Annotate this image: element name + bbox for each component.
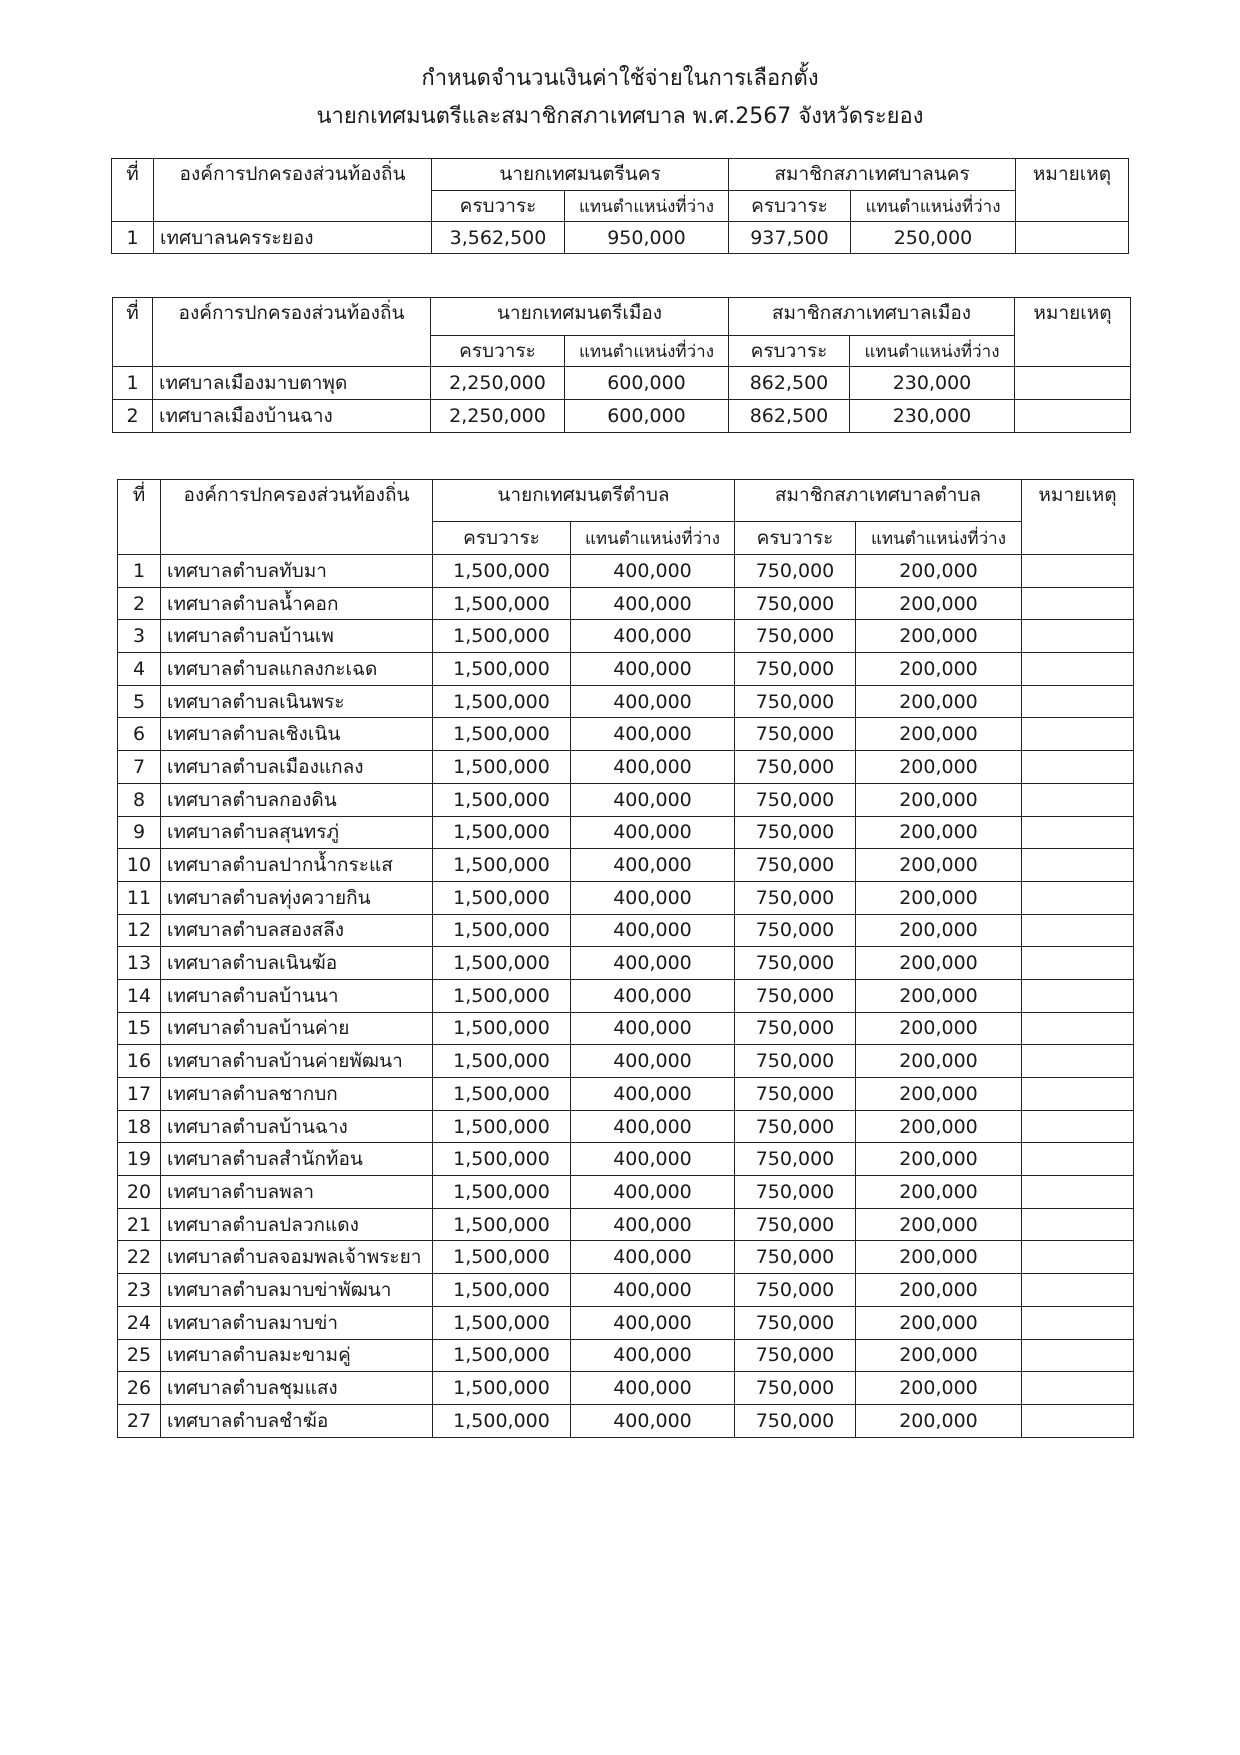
table-row [118,1241,1134,1274]
cell-council-vacancy: 200,000 [856,1208,1022,1241]
council-full-term-header: ครบวาระ [729,336,850,367]
cell-no: 4 [118,653,161,686]
cell-mayor-full-term: 1,500,000 [433,653,571,686]
cell-remark [1022,1274,1134,1307]
cell-council-full-term: 750,000 [735,1274,856,1307]
cell-mayor-vacancy: 400,000 [571,816,735,849]
subdistrict-municipality-table [117,479,1134,1438]
cell-mayor-vacancy: 400,000 [571,587,735,620]
table-row [118,555,1134,588]
cell-mayor-vacancy: 400,000 [571,1208,735,1241]
cell-mayor-full-term: 1,500,000 [433,555,571,588]
mayor-header: นายกเทศมนตรีตำบล [433,480,735,522]
cell-council-vacancy: 200,000 [856,816,1022,849]
cell-mayor-vacancy: 400,000 [571,620,735,653]
cell-org-name: เทศบาลตำบลจอมพลเจ้าพระยา [161,1241,433,1274]
cell-mayor-full-term: 1,500,000 [433,1110,571,1143]
cell-council-vacancy: 230,000 [850,400,1015,433]
cell-council-full-term: 750,000 [735,1078,856,1111]
cell-no: 7 [118,751,161,784]
table-row [118,587,1134,620]
cell-org-name: เทศบาลตำบลปลวกแดง [161,1208,433,1241]
cell-org-name: เทศบาลตำบลมะขามคู่ [161,1339,433,1372]
cell-org-name: เทศบาลตำบลชากบก [161,1078,433,1111]
cell-mayor-vacancy: 400,000 [571,947,735,980]
col-org-header: องค์การปกครองส่วนท้องถิ่น [161,480,433,555]
cell-remark [1016,222,1129,254]
cell-council-vacancy: 200,000 [856,783,1022,816]
cell-no: 12 [118,914,161,947]
cell-remark [1022,685,1134,718]
cell-org-name: เทศบาลตำบลกองดิน [161,783,433,816]
cell-org-name: เทศบาลตำบลสำนักท้อน [161,1143,433,1176]
table-row [118,1176,1134,1209]
cell-no: 17 [118,1078,161,1111]
cell-org-name: เทศบาลตำบลเนินพระ [161,685,433,718]
cell-council-vacancy: 200,000 [856,849,1022,882]
cell-mayor-vacancy: 400,000 [571,914,735,947]
remark-header: หมายเหตุ [1022,480,1134,555]
cell-remark [1022,751,1134,784]
cell-council-full-term: 750,000 [735,1404,856,1437]
cell-council-vacancy: 200,000 [856,587,1022,620]
cell-council-full-term: 750,000 [735,979,856,1012]
cell-no: 1 [113,367,153,400]
cell-council-full-term: 750,000 [735,653,856,686]
table-row [118,783,1134,816]
cell-remark [1015,400,1131,433]
cell-no: 27 [118,1404,161,1437]
cell-mayor-vacancy: 400,000 [571,849,735,882]
table-row [113,367,1131,400]
cell-council-vacancy: 200,000 [856,881,1022,914]
cell-mayor-full-term: 1,500,000 [433,1404,571,1437]
cell-remark [1022,1110,1134,1143]
mayor-header: นายกเทศมนตรีนคร [432,159,729,191]
cell-council-full-term: 750,000 [735,816,856,849]
cell-org-name: เทศบาลตำบลสุนทรภู่ [161,816,433,849]
cell-mayor-full-term: 1,500,000 [433,816,571,849]
cell-no: 18 [118,1110,161,1143]
cell-mayor-vacancy: 400,000 [571,718,735,751]
cell-council-vacancy: 200,000 [856,947,1022,980]
cell-no: 23 [118,1274,161,1307]
cell-council-full-term: 750,000 [735,947,856,980]
cell-council-full-term: 750,000 [735,1045,856,1078]
cell-no: 9 [118,816,161,849]
col-org-header: องค์การปกครองส่วนท้องถิ่น [154,159,432,222]
cell-org-name: เทศบาลตำบลบ้านค่ายพัฒนา [161,1045,433,1078]
cell-org-name: เทศบาลตำบลเมืองแกลง [161,751,433,784]
cell-mayor-vacancy: 400,000 [571,653,735,686]
table-row [118,1110,1134,1143]
table-row [118,816,1134,849]
mayor-vacancy-header: แทนตำแหน่งที่ว่าง [565,336,729,367]
table-row [118,653,1134,686]
cell-remark [1022,1143,1134,1176]
cell-council-full-term: 750,000 [735,914,856,947]
cell-no: 24 [118,1306,161,1339]
cell-council-vacancy: 200,000 [856,1012,1022,1045]
cell-remark [1022,1208,1134,1241]
cell-mayor-vacancy: 400,000 [571,1078,735,1111]
cell-mayor-full-term: 1,500,000 [433,1045,571,1078]
cell-council-full-term: 750,000 [735,587,856,620]
table-header [112,159,1129,222]
cell-no: 14 [118,979,161,1012]
cell-mayor-full-term: 1,500,000 [433,947,571,980]
cell-mayor-vacancy: 400,000 [571,783,735,816]
table-row [118,685,1134,718]
cell-council-full-term: 862,500 [729,367,850,400]
cell-council-full-term: 750,000 [735,1241,856,1274]
cell-remark [1022,979,1134,1012]
cell-council-vacancy: 200,000 [856,979,1022,1012]
cell-mayor-vacancy: 400,000 [571,1012,735,1045]
table-row [118,881,1134,914]
cell-no: 25 [118,1339,161,1372]
cell-council-vacancy: 200,000 [856,1078,1022,1111]
remark-header: หมายเหตุ [1015,298,1131,367]
cell-council-vacancy: 200,000 [856,620,1022,653]
cell-org-name: เทศบาลตำบลมาบข่าพัฒนา [161,1274,433,1307]
cell-council-vacancy: 200,000 [856,1339,1022,1372]
cell-council-full-term: 750,000 [735,620,856,653]
cell-mayor-full-term: 1,500,000 [433,1339,571,1372]
cell-mayor-full-term: 1,500,000 [433,1241,571,1274]
cell-council-full-term: 750,000 [735,881,856,914]
cell-org-name: เทศบาลตำบลสองสลึง [161,914,433,947]
cell-no: 10 [118,849,161,882]
table-row [118,914,1134,947]
table-row [118,1143,1134,1176]
cell-mayor-vacancy: 400,000 [571,881,735,914]
cell-council-vacancy: 200,000 [856,1110,1022,1143]
cell-mayor-vacancy: 400,000 [571,1404,735,1437]
cell-no: 26 [118,1372,161,1405]
cell-org-name: เทศบาลตำบลเนินฆ้อ [161,947,433,980]
table-row [118,1208,1134,1241]
cell-remark [1022,1012,1134,1045]
cell-council-vacancy: 200,000 [856,751,1022,784]
cell-org-name: เทศบาลตำบลปากน้ำกระแส [161,849,433,882]
cell-remark [1022,783,1134,816]
cell-council-full-term: 750,000 [735,1143,856,1176]
cell-remark [1022,849,1134,882]
cell-mayor-full-term: 2,250,000 [431,367,565,400]
table-row [118,1404,1134,1437]
cell-no: 16 [118,1045,161,1078]
mayor-header: นายกเทศมนตรีเมือง [431,298,729,336]
cell-council-vacancy: 200,000 [856,1372,1022,1405]
table-body [112,222,1129,254]
cell-org-name: เทศบาลตำบลพลา [161,1176,433,1209]
cell-remark [1022,1372,1134,1405]
cell-mayor-vacancy: 400,000 [571,1274,735,1307]
cell-mayor-full-term: 1,500,000 [433,979,571,1012]
mayor-vacancy-header: แทนตำแหน่งที่ว่าง [571,522,735,555]
cell-mayor-vacancy: 400,000 [571,1306,735,1339]
cell-no: 15 [118,1012,161,1045]
cell-council-full-term: 937,500 [729,222,851,254]
cell-mayor-vacancy: 400,000 [571,1143,735,1176]
cell-mayor-vacancy: 600,000 [565,400,729,433]
table-row [113,400,1131,433]
table-header [113,298,1131,367]
document-title-line2: นายกเทศมนตรีและสมาชิกสภาเทศบาล พ.ศ.2567 จังหวัดระยอง [316,104,924,129]
table-row [118,979,1134,1012]
cell-no: 1 [118,555,161,588]
cell-mayor-vacancy: 400,000 [571,1110,735,1143]
cell-mayor-full-term: 1,500,000 [433,1012,571,1045]
cell-mayor-full-term: 3,562,500 [432,222,565,254]
table-row [118,751,1134,784]
city-municipality-table [111,158,1129,254]
cell-org-name: เทศบาลตำบลทุ่งควายกิน [161,881,433,914]
cell-remark [1022,653,1134,686]
document-title-line1: กำหนดจำนวนเงินค่าใช้จ่ายในการเลือกตั้ง [421,66,819,91]
cell-mayor-vacancy: 400,000 [571,979,735,1012]
council-vacancy-header: แทนตำแหน่งที่ว่าง [850,336,1015,367]
cell-remark [1022,620,1134,653]
cell-no: 2 [118,587,161,620]
cell-council-full-term: 862,500 [729,400,850,433]
cell-org-name: เทศบาลตำบลบ้านนา [161,979,433,1012]
cell-mayor-vacancy: 600,000 [565,367,729,400]
council-header: สมาชิกสภาเทศบาลนคร [729,159,1016,191]
table-row [118,1306,1134,1339]
cell-remark [1022,1045,1134,1078]
table-row [118,1372,1134,1405]
cell-council-full-term: 750,000 [735,1372,856,1405]
cell-mayor-vacancy: 400,000 [571,1176,735,1209]
cell-council-vacancy: 200,000 [856,1274,1022,1307]
cell-council-full-term: 750,000 [735,783,856,816]
cell-mayor-full-term: 1,500,000 [433,881,571,914]
cell-no: 11 [118,881,161,914]
cell-remark [1022,587,1134,620]
cell-mayor-full-term: 1,500,000 [433,1143,571,1176]
cell-org-name: เทศบาลเมืองบ้านฉาง [153,400,431,433]
cell-council-vacancy: 250,000 [851,222,1016,254]
cell-no: 19 [118,1143,161,1176]
cell-remark [1022,1078,1134,1111]
cell-mayor-vacancy: 400,000 [571,685,735,718]
cell-remark [1022,718,1134,751]
mayor-full-term-header: ครบวาระ [432,191,565,222]
cell-mayor-full-term: 1,500,000 [433,914,571,947]
cell-council-vacancy: 200,000 [856,718,1022,751]
table-header [118,480,1134,555]
table-body [113,367,1131,433]
cell-council-vacancy: 200,000 [856,1241,1022,1274]
cell-remark [1022,816,1134,849]
cell-council-full-term: 750,000 [735,1110,856,1143]
cell-council-vacancy: 200,000 [856,1143,1022,1176]
council-vacancy-header: แทนตำแหน่งที่ว่าง [851,191,1016,222]
cell-remark [1022,1241,1134,1274]
cell-no: 3 [118,620,161,653]
mayor-vacancy-header: แทนตำแหน่งที่ว่าง [565,191,729,222]
cell-council-full-term: 750,000 [735,1012,856,1045]
cell-council-vacancy: 200,000 [856,1045,1022,1078]
table-row [118,620,1134,653]
table-row [118,1339,1134,1372]
cell-no: 20 [118,1176,161,1209]
table-row [118,849,1134,882]
cell-council-full-term: 750,000 [735,1208,856,1241]
cell-council-vacancy: 200,000 [856,914,1022,947]
cell-org-name: เทศบาลตำบลชำฆ้อ [161,1404,433,1437]
cell-org-name: เทศบาลนครระยอง [154,222,432,254]
col-no-header: ที่ [113,298,153,367]
cell-org-name: เทศบาลตำบลบ้านฉาง [161,1110,433,1143]
cell-no: 8 [118,783,161,816]
council-full-term-header: ครบวาระ [729,191,851,222]
mayor-full-term-header: ครบวาระ [431,336,565,367]
cell-council-full-term: 750,000 [735,718,856,751]
col-no-header: ที่ [112,159,154,222]
cell-mayor-full-term: 1,500,000 [433,718,571,751]
cell-no: 1 [112,222,154,254]
cell-council-vacancy: 230,000 [850,367,1015,400]
cell-mayor-full-term: 1,500,000 [433,849,571,882]
cell-no: 2 [113,400,153,433]
cell-mayor-full-term: 1,500,000 [433,1208,571,1241]
mayor-full-term-header: ครบวาระ [433,522,571,555]
cell-mayor-full-term: 1,500,000 [433,1176,571,1209]
cell-council-full-term: 750,000 [735,555,856,588]
cell-org-name: เทศบาลตำบลบ้านค่าย [161,1012,433,1045]
cell-council-full-term: 750,000 [735,849,856,882]
cell-council-vacancy: 200,000 [856,1306,1022,1339]
cell-no: 6 [118,718,161,751]
col-no-header: ที่ [118,480,161,555]
cell-no: 13 [118,947,161,980]
cell-mayor-full-term: 1,500,000 [433,1274,571,1307]
table-row [118,1045,1134,1078]
cell-council-vacancy: 200,000 [856,653,1022,686]
cell-mayor-full-term: 1,500,000 [433,751,571,784]
cell-council-vacancy: 200,000 [856,555,1022,588]
cell-mayor-full-term: 1,500,000 [433,1372,571,1405]
cell-mayor-full-term: 1,500,000 [433,587,571,620]
cell-remark [1022,555,1134,588]
council-header: สมาชิกสภาเทศบาลเมือง [729,298,1015,336]
cell-no: 5 [118,685,161,718]
cell-mayor-vacancy: 400,000 [571,1045,735,1078]
col-org-header: องค์การปกครองส่วนท้องถิ่น [153,298,431,367]
cell-org-name: เทศบาลตำบลเชิงเนิน [161,718,433,751]
council-header: สมาชิกสภาเทศบาลตำบล [735,480,1022,522]
cell-council-full-term: 750,000 [735,685,856,718]
cell-remark [1022,1404,1134,1437]
cell-mayor-full-term: 1,500,000 [433,1306,571,1339]
cell-mayor-full-term: 1,500,000 [433,1078,571,1111]
cell-mayor-vacancy: 950,000 [565,222,729,254]
cell-council-vacancy: 200,000 [856,1176,1022,1209]
cell-org-name: เทศบาลตำบลทับมา [161,555,433,588]
council-vacancy-header: แทนตำแหน่งที่ว่าง [856,522,1022,555]
remark-header: หมายเหตุ [1016,159,1129,222]
cell-org-name: เทศบาลตำบลบ้านเพ [161,620,433,653]
cell-mayor-full-term: 1,500,000 [433,783,571,816]
cell-remark [1022,914,1134,947]
cell-mayor-full-term: 1,500,000 [433,620,571,653]
table-row [112,222,1129,254]
cell-remark [1022,881,1134,914]
cell-council-vacancy: 200,000 [856,1404,1022,1437]
table-row [118,947,1134,980]
cell-council-vacancy: 200,000 [856,685,1022,718]
cell-org-name: เทศบาลตำบลชุมแสง [161,1372,433,1405]
cell-council-full-term: 750,000 [735,1306,856,1339]
cell-council-full-term: 750,000 [735,1176,856,1209]
cell-mayor-vacancy: 400,000 [571,1372,735,1405]
cell-council-full-term: 750,000 [735,1339,856,1372]
table-row [118,718,1134,751]
cell-no: 22 [118,1241,161,1274]
table-row [118,1078,1134,1111]
table-body [118,555,1134,1438]
cell-remark [1022,1306,1134,1339]
cell-org-name: เทศบาลตำบลแกลงกะเฉด [161,653,433,686]
cell-remark [1022,1339,1134,1372]
table-row [118,1274,1134,1307]
cell-mayor-vacancy: 400,000 [571,1339,735,1372]
cell-org-name: เทศบาลตำบลน้ำคอก [161,587,433,620]
cell-mayor-vacancy: 400,000 [571,751,735,784]
town-municipality-table [112,297,1131,433]
cell-remark [1015,367,1131,400]
cell-mayor-vacancy: 400,000 [571,555,735,588]
cell-mayor-full-term: 1,500,000 [433,685,571,718]
cell-mayor-vacancy: 400,000 [571,1241,735,1274]
cell-org-name: เทศบาลเมืองมาบตาพุด [153,367,431,400]
cell-mayor-full-term: 2,250,000 [431,400,565,433]
cell-org-name: เทศบาลตำบลมาบข่า [161,1306,433,1339]
cell-no: 21 [118,1208,161,1241]
council-full-term-header: ครบวาระ [735,522,856,555]
cell-remark [1022,1176,1134,1209]
table-row [118,1012,1134,1045]
cell-council-full-term: 750,000 [735,751,856,784]
cell-remark [1022,947,1134,980]
